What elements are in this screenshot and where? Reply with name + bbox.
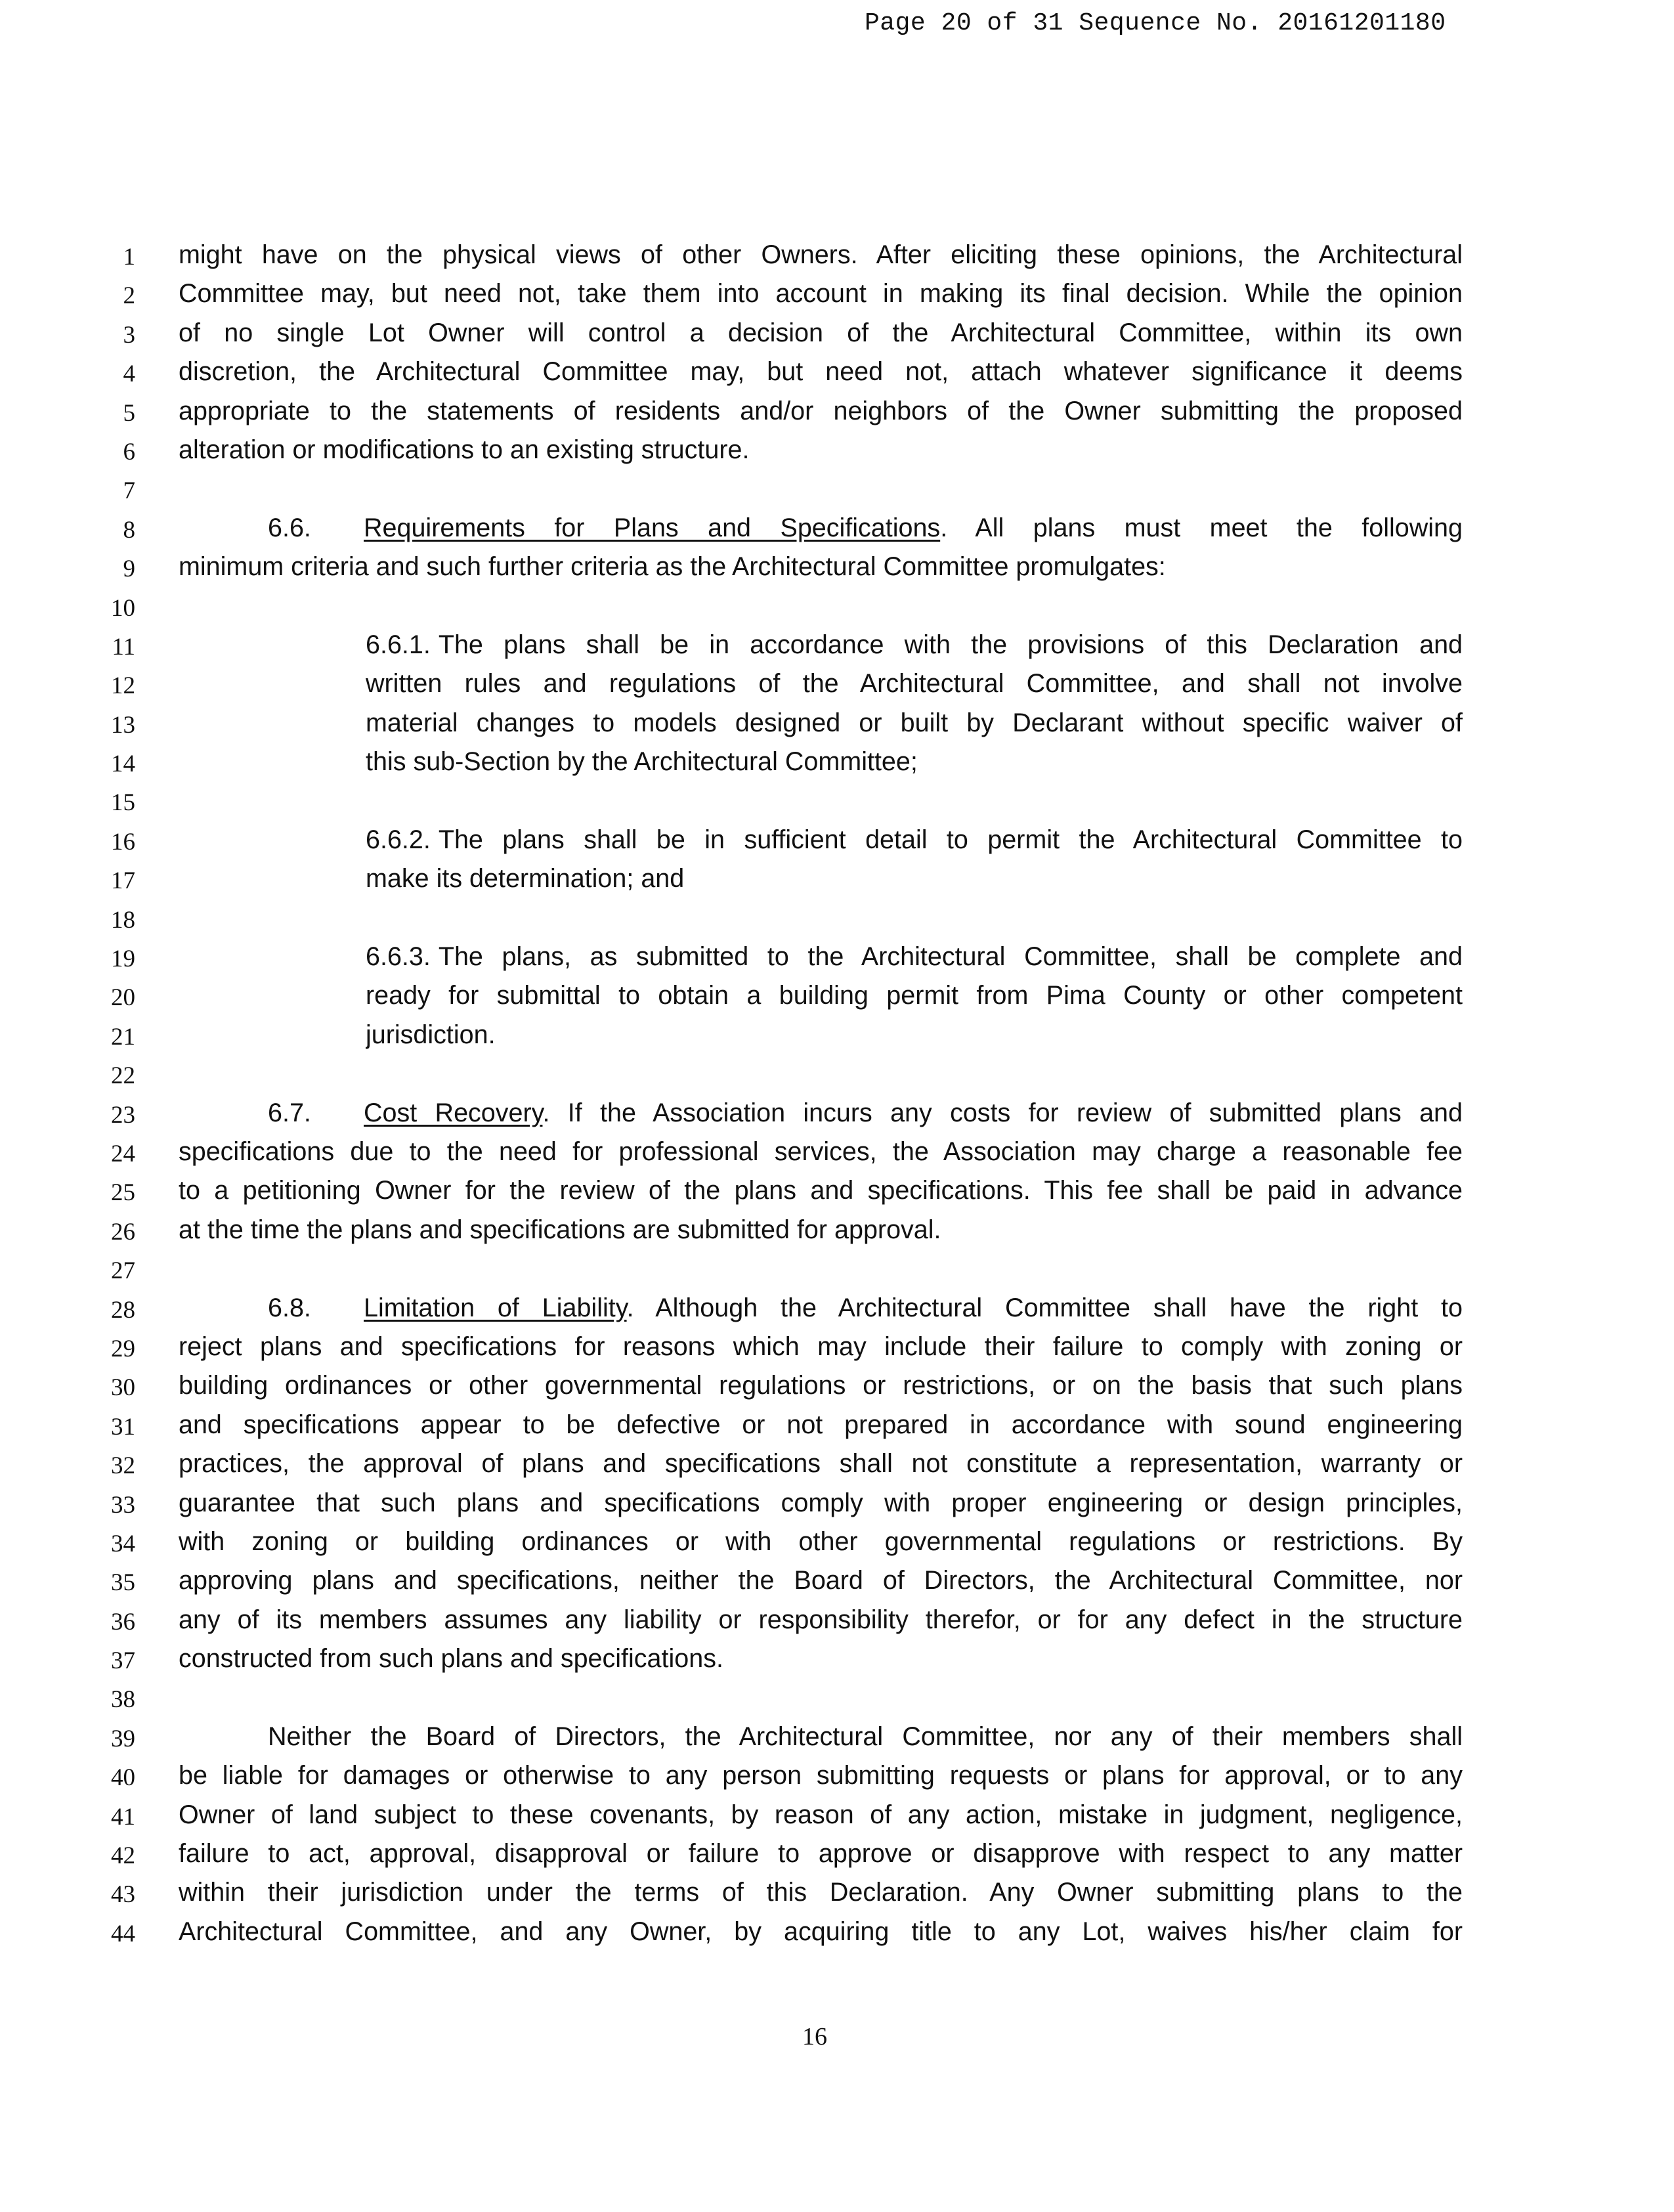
line-number: 15 [111, 789, 135, 817]
document-line [0, 1213, 1674, 1251]
line-number: 23 [111, 1101, 135, 1129]
line-number: 16 [111, 828, 135, 856]
document-line [0, 1096, 1674, 1135]
line-number: 1 [123, 244, 135, 271]
line-text [366, 747, 1463, 784]
line-number: 36 [111, 1608, 135, 1636]
document-line [0, 1291, 1674, 1330]
line-text [366, 942, 1463, 979]
line-text [179, 1449, 1463, 1486]
document-line [0, 1836, 1674, 1875]
line-text [179, 1800, 1463, 1837]
line-body: Committee may, but need not, take them into account in making its final decision. While the opinion [179, 279, 1463, 309]
line-text [179, 903, 1463, 940]
line-body: . Although the Architectural Committee shall have the right to [626, 1293, 1463, 1322]
document-line [0, 1525, 1674, 1563]
document-line [0, 1680, 1674, 1719]
line-number: 33 [111, 1491, 135, 1519]
line-body: material changes to models designed or built by Declarant without specific waiver of [366, 708, 1463, 737]
line-text [366, 825, 1463, 862]
line-text [179, 1839, 1463, 1876]
line-body: appropriate to the statements of residents and/or neighbors of the Owner submitting the proposed [179, 396, 1463, 425]
line-text [179, 786, 1463, 823]
line-number: 37 [111, 1647, 135, 1675]
line-body: reject plans and specifications for reasons which may include their failure to comply with zoning or [179, 1332, 1463, 1361]
line-text [179, 513, 1463, 550]
page-header-sequence: Page 20 of 31 Sequence No. 20161201180 [865, 9, 1446, 37]
document-line [0, 783, 1674, 822]
line-body: The plans shall be in sufficient detail to permit the Architectural Committee to [438, 825, 1463, 854]
line-number: 8 [123, 516, 135, 544]
line-number: 40 [111, 1764, 135, 1792]
line-text [179, 1293, 1463, 1330]
document-line [0, 1915, 1674, 1953]
subsection-number: 6.6.1. [366, 630, 431, 659]
line-number: 13 [111, 711, 135, 739]
document-line [0, 628, 1674, 666]
line-number: 21 [111, 1023, 135, 1051]
line-body: minimum criteria and such further criteria as the Architectural Committee promulgates: [179, 552, 1166, 582]
line-body: of no single Lot Owner will control a decision of the Architectural Committee, within its own [179, 318, 1463, 347]
document-line [0, 1173, 1674, 1212]
document-line [0, 940, 1674, 978]
line-body: . If the Association incurs any costs for review of submitted plans and [542, 1098, 1463, 1127]
line-number: 44 [111, 1920, 135, 1947]
line-text [179, 1761, 1463, 1798]
line-text [179, 552, 1463, 589]
line-text [179, 1683, 1463, 1720]
document-line [0, 1330, 1674, 1368]
line-text [366, 864, 1463, 901]
line-text [179, 318, 1463, 355]
document-line [0, 550, 1674, 588]
document-line [0, 1563, 1674, 1602]
line-body: specifications due to the need for professional services, the Association may charge a reasonable fee [179, 1137, 1463, 1166]
line-text [366, 981, 1463, 1018]
line-body: make its determination; and [366, 864, 685, 894]
document-line [0, 1486, 1674, 1525]
document-line [0, 1641, 1674, 1680]
document-line [0, 1798, 1674, 1836]
line-text [179, 1605, 1463, 1642]
line-body: . All plans must meet the following [940, 513, 1463, 542]
document-line [0, 901, 1674, 940]
document-line [0, 745, 1674, 783]
line-text [179, 240, 1463, 277]
document-line [0, 706, 1674, 745]
line-text [179, 1137, 1463, 1174]
line-text [179, 1527, 1463, 1564]
line-text [366, 708, 1463, 745]
line-number: 19 [111, 945, 135, 973]
line-text [179, 1644, 1463, 1681]
line-text [366, 1020, 1463, 1057]
document-line [0, 238, 1674, 276]
line-body: practices, the approval of plans and specifications shall not constitute a representation, warranty or [179, 1449, 1463, 1479]
line-number: 20 [111, 984, 135, 1012]
page-number: 16 [802, 2023, 827, 2050]
line-number: 14 [111, 750, 135, 778]
document-line [0, 1251, 1674, 1290]
line-number: 38 [111, 1686, 135, 1714]
line-body: jurisdiction. [366, 1020, 496, 1049]
subsection-number: 6.6.3. [366, 942, 431, 972]
document-line [0, 433, 1674, 471]
document-line [0, 861, 1674, 900]
line-number: 26 [111, 1218, 135, 1246]
line-body: Architectural Committee, and any Owner, by acquiring title to any Lot, waives his/her claim for [179, 1917, 1463, 1946]
line-text [179, 279, 1463, 316]
document-line [0, 394, 1674, 433]
line-number: 30 [111, 1374, 135, 1402]
document-line [0, 1603, 1674, 1641]
line-text [179, 1215, 1463, 1252]
document-line [0, 471, 1674, 510]
line-body: approving plans and specifications, neither the Board of Directors, the Architectural Committee, nor [179, 1566, 1463, 1595]
document-line [0, 1408, 1674, 1446]
line-text [179, 357, 1463, 394]
line-body: any of its members assumes any liability or responsibility therefor, or for any defect in the structure [179, 1605, 1463, 1634]
line-number: 3 [123, 321, 135, 349]
line-text [179, 397, 1463, 433]
document-line [0, 1446, 1674, 1485]
line-body: within their jurisdiction under the terms of this Declaration. Any Owner submitting plans to the [179, 1878, 1463, 1907]
section-heading: Requirements for Plans and Specifications [364, 513, 941, 542]
line-number: 18 [111, 906, 135, 934]
document-line [0, 1135, 1674, 1173]
line-number: 41 [111, 1803, 135, 1831]
line-text [179, 1566, 1463, 1603]
line-number: 29 [111, 1335, 135, 1362]
line-body: The plans shall be in accordance with the provisions of this Declaration and [438, 630, 1463, 659]
document-line [0, 1875, 1674, 1914]
document-line [0, 1720, 1674, 1758]
line-number: 12 [111, 672, 135, 700]
line-number: 17 [111, 867, 135, 895]
line-number: 11 [112, 633, 135, 661]
line-body: Owner of land subject to these covenants, by reason of any action, mistake in judgment, negligence, [179, 1800, 1463, 1829]
line-body: and specifications appear to be defective or not prepared in accordance with sound engineering [179, 1410, 1463, 1439]
line-number: 24 [111, 1140, 135, 1167]
line-text [179, 1917, 1463, 1954]
document-line [0, 355, 1674, 393]
line-number: 32 [111, 1452, 135, 1480]
document-line [0, 1018, 1674, 1056]
subsection-number: 6.6.2. [366, 825, 431, 854]
document-line [0, 1758, 1674, 1797]
line-number: 9 [123, 555, 135, 583]
line-body: be liable for damages or otherwise to any person submitting requests or plans for approval, or to any [179, 1761, 1463, 1790]
line-number: 7 [123, 477, 135, 505]
line-number: 31 [111, 1413, 135, 1441]
line-number: 10 [111, 594, 135, 622]
document-line [0, 978, 1674, 1017]
line-text [366, 630, 1463, 667]
line-number: 25 [111, 1179, 135, 1207]
document-line [0, 666, 1674, 705]
line-number: 22 [111, 1062, 135, 1090]
document-line [0, 276, 1674, 315]
line-text [179, 1254, 1463, 1291]
line-text [179, 1722, 1463, 1759]
line-body: failure to act, approval, disapproval or failure to approve or disapprove with respect to any matter [179, 1839, 1463, 1869]
line-body: to a petitioning Owner for the review of the plans and specifications. This fee shall be paid in advance [179, 1176, 1463, 1205]
line-body: might have on the physical views of other Owners. After eliciting these opinions, the Architectural [179, 240, 1463, 269]
line-number: 27 [111, 1257, 135, 1285]
line-body: alteration or modifications to an existing structure. [179, 435, 750, 464]
line-text [179, 1098, 1463, 1135]
line-text [366, 669, 1463, 706]
line-text [179, 1059, 1463, 1096]
line-number: 42 [111, 1842, 135, 1870]
document-line [0, 1056, 1674, 1095]
section-heading: Limitation of Liability [364, 1293, 627, 1322]
line-body: Neither the Board of Directors, the Architectural Committee, nor any of their members shall [268, 1722, 1463, 1751]
line-number: 6 [123, 438, 135, 466]
section-number: 6.7. [268, 1098, 311, 1127]
line-number: 4 [123, 360, 135, 388]
line-number: 28 [111, 1296, 135, 1324]
line-body: constructed from such plans and specifications. [179, 1644, 723, 1674]
document-line [0, 1368, 1674, 1407]
document-line [0, 316, 1674, 355]
document-body [0, 238, 1674, 1953]
line-body: building ordinances or other governmental regulations or restrictions, or on the basis that such plans [179, 1371, 1463, 1400]
line-text [179, 592, 1463, 628]
section-number: 6.6. [268, 513, 311, 542]
line-text [179, 1176, 1463, 1213]
line-body: ready for submittal to obtain a building permit from Pima County or other competent [366, 981, 1463, 1010]
line-body: this sub-Section by the Architectural Committee; [366, 747, 918, 777]
line-text [179, 1488, 1463, 1525]
line-number: 39 [111, 1725, 135, 1752]
line-body: written rules and regulations of the Architectural Committee, and shall not involve [366, 669, 1463, 699]
line-body: with zoning or building ordinances or with other governmental regulations or restrictions. By [179, 1527, 1463, 1556]
document-line [0, 823, 1674, 861]
line-text [179, 1371, 1463, 1408]
document-line [0, 511, 1674, 550]
line-number: 34 [111, 1530, 135, 1557]
line-number: 43 [111, 1881, 135, 1909]
section-heading: Cost Recovery [364, 1098, 543, 1127]
line-body: The plans, as submitted to the Architectural Committee, shall be complete and [438, 942, 1463, 972]
line-text [179, 1878, 1463, 1915]
document-line [0, 589, 1674, 628]
line-text [179, 474, 1463, 511]
line-number: 2 [123, 282, 135, 310]
section-number: 6.8. [268, 1293, 311, 1322]
line-number: 35 [111, 1569, 135, 1597]
line-body: guarantee that such plans and specifications comply with proper engineering or design principles, [179, 1488, 1463, 1517]
line-text [179, 1410, 1463, 1447]
line-body: discretion, the Architectural Committee may, but need not, attach whatever significance it deems [179, 357, 1463, 387]
line-number: 5 [123, 399, 135, 427]
line-text [179, 1332, 1463, 1369]
line-body: at the time the plans and specifications are submitted for approval. [179, 1215, 941, 1244]
line-text [179, 435, 1463, 472]
